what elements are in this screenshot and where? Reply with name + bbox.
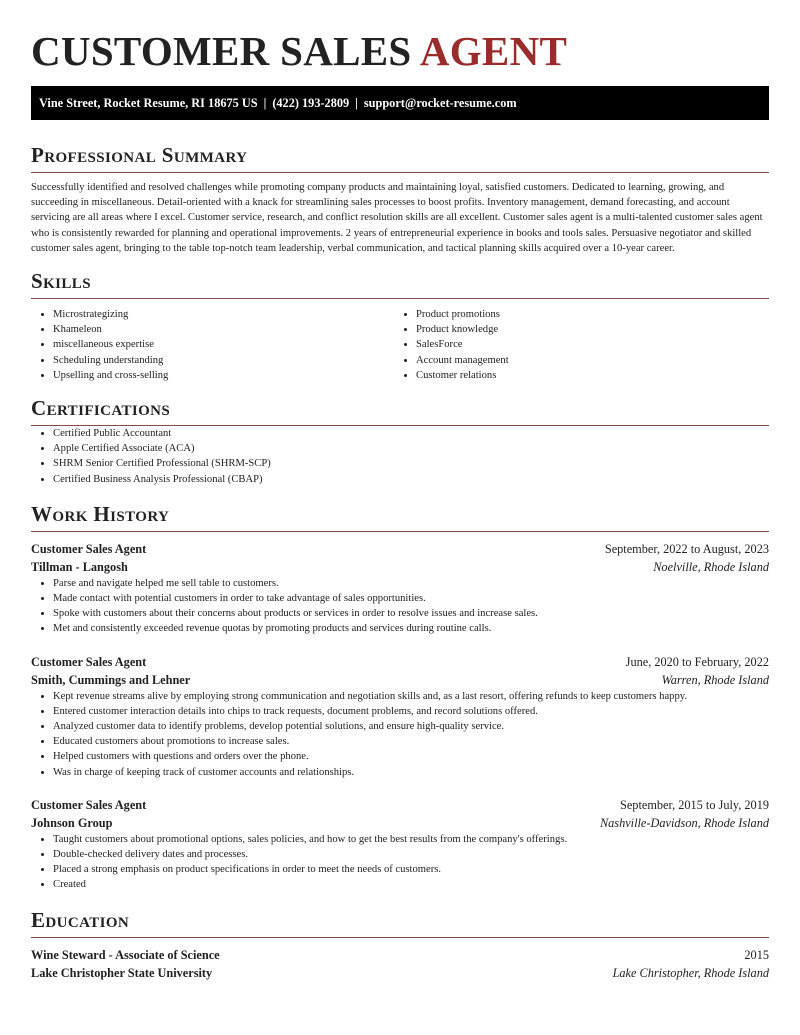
job-duties-list xyxy=(31,689,769,780)
job-location: Nashville-Davidson, Rhode Island xyxy=(599,815,769,830)
summary-heading: Professional Summary xyxy=(31,142,769,173)
certifications-heading: Certifications xyxy=(31,395,769,426)
certification-item: • SHRM Senior Certified Professional (SHRM-SCP) xyxy=(53,456,769,471)
resume-page xyxy=(31,0,769,982)
job-duties-list xyxy=(31,832,769,893)
skills-columns xyxy=(31,307,769,383)
job-title: Customer Sales Agent xyxy=(31,797,147,812)
job-duty-item: • Taught customers about promotional options, sales policies, and how to get the best results from the company's offerings. xyxy=(53,832,769,847)
skills-section xyxy=(31,268,769,383)
education-heading: Education xyxy=(31,907,769,938)
resume-name xyxy=(31,0,769,74)
job-duty-item: • Met and consistently exceeded revenue quotas by promoting products and services during routine calls. xyxy=(53,621,769,636)
skills-column-left xyxy=(31,307,394,383)
job-title-row xyxy=(31,796,769,814)
job-entry xyxy=(31,796,769,893)
education-section xyxy=(31,907,769,982)
education-degree-row xyxy=(31,946,769,964)
certification-item: • Apple Certified Associate (ACA) xyxy=(53,441,769,456)
skill-item: • miscellaneous expertise xyxy=(53,337,394,352)
skill-item: • Khameleon xyxy=(53,322,394,337)
education-entry xyxy=(31,946,769,982)
job-duty-item: • Double-checked delivery dates and processes. xyxy=(53,847,769,862)
certification-item: • Certified Public Accountant xyxy=(53,426,769,441)
job-location: Noelville, Rhode Island xyxy=(653,559,769,574)
job-duty-item: • Made contact with potential customers in order to take advantage of sales opportunities. xyxy=(53,591,769,606)
job-entry xyxy=(31,540,769,637)
summary-section xyxy=(31,142,769,256)
skill-item: • Microstrategizing xyxy=(53,307,394,322)
education-location: Lake Christopher, Rhode Island xyxy=(612,965,769,980)
job-duties-list xyxy=(31,576,769,637)
name-accent: AGENT xyxy=(419,28,568,74)
skills-list-right xyxy=(394,307,757,383)
work-history-heading: Work History xyxy=(31,501,769,532)
job-duty-item: • Was in charge of keeping track of customer accounts and relationships. xyxy=(53,765,769,780)
contact-phone: (422) 193-2809 xyxy=(272,96,350,110)
summary-text: Successfully identified and resolved challenges while promoting company products and maintaining loyal, satisfied customers. Dedicated to learning, growing, and succeeding in miscellaneous. Detail-oriented with a knack for streamlining sales processes to boost profits. Inventory management, demand forecasting, and account servicing are all areas where I excel. Customer service, research, and conflict resolution skills are all excellent. Customer sales agent is a multi-talented customer sales agent who is consistently rewarded for planning and operational improvements. 2 years of entrepreneurial experience in books and tools sales. Persuasive negotiator and skilled customer sales agent, bringing to the table top-notch team leadership, verbal communication, and tactical planning skills acquired over a 10-year career. xyxy=(31,182,763,254)
job-company: Tillman - Langosh xyxy=(31,559,128,574)
job-company: Johnson Group xyxy=(31,815,113,830)
job-dates: September, 2022 to August, 2023 xyxy=(604,541,769,556)
job-title-row xyxy=(31,653,769,671)
education-school-row xyxy=(31,964,769,982)
contact-address: Vine Street, Rocket Resume, RI 18675 US xyxy=(39,96,258,110)
contact-email: support@rocket-resume.com xyxy=(363,96,517,110)
job-dates: June, 2020 to February, 2022 xyxy=(625,654,769,669)
job-company-row xyxy=(31,814,769,832)
contact-separator: | xyxy=(355,96,358,110)
job-duty-item: • Kept revenue streams alive by employing strong communication and negotiation skills and, as a last resort, offering refunds to keep customers happy. xyxy=(53,689,769,704)
job-title: Customer Sales Agent xyxy=(31,654,147,669)
job-entry xyxy=(31,653,769,780)
contact-bar xyxy=(31,86,769,120)
certifications-list xyxy=(31,426,769,487)
certification-item: • Certified Business Analysis Professional (CBAP) xyxy=(53,472,769,487)
job-title: Customer Sales Agent xyxy=(31,541,147,556)
job-company-row xyxy=(31,671,769,689)
skills-list-left xyxy=(31,307,394,383)
job-duty-item: • Helped customers with questions and orders over the phone. xyxy=(53,749,769,764)
skill-item: • SalesForce xyxy=(416,337,757,352)
skills-column-right xyxy=(394,307,757,383)
job-location: Warren, Rhode Island xyxy=(661,672,769,687)
skills-heading: Skills xyxy=(31,268,769,299)
skill-item: • Upselling and cross-selling xyxy=(53,368,394,383)
job-duty-item: • Created xyxy=(53,877,769,892)
name-main: CUSTOMER SALES xyxy=(31,28,412,74)
certifications-section xyxy=(31,395,769,487)
job-duty-item: • Analyzed customer data to identify problems, develop potential solutions, and ensure high-quality service. xyxy=(53,719,769,734)
job-duty-item: • Placed a strong emphasis on product specifications in order to meet the needs of customers. xyxy=(53,862,769,877)
job-title-row xyxy=(31,540,769,558)
job-duty-item: • Spoke with customers about their concerns about products or services in order to resolve issues and increase sales. xyxy=(53,606,769,621)
contact-separator: | xyxy=(263,96,267,110)
skill-item: • Scheduling understanding xyxy=(53,353,394,368)
education-school: Lake Christopher State University xyxy=(31,965,213,980)
job-duty-item: • Parse and navigate helped me sell table to customers. xyxy=(53,576,769,591)
education-year: 2015 xyxy=(744,947,769,962)
job-company-row xyxy=(31,558,769,576)
job-dates: September, 2015 to July, 2019 xyxy=(620,797,769,812)
job-company: Smith, Cummings and Lehner xyxy=(31,672,191,687)
skill-item: • Customer relations xyxy=(416,368,757,383)
education-degree: Wine Steward - Associate of Science xyxy=(31,947,220,962)
skill-item: • Account management xyxy=(416,353,757,368)
skill-item: • Product promotions xyxy=(416,307,757,322)
job-duty-item: • Entered customer interaction details into chips to track requests, document problems, and record solutions offered. xyxy=(53,704,769,719)
skill-item: • Product knowledge xyxy=(416,322,757,337)
work-history-section xyxy=(31,501,769,893)
job-duty-item: • Educated customers about promotions to increase sales. xyxy=(53,734,769,749)
